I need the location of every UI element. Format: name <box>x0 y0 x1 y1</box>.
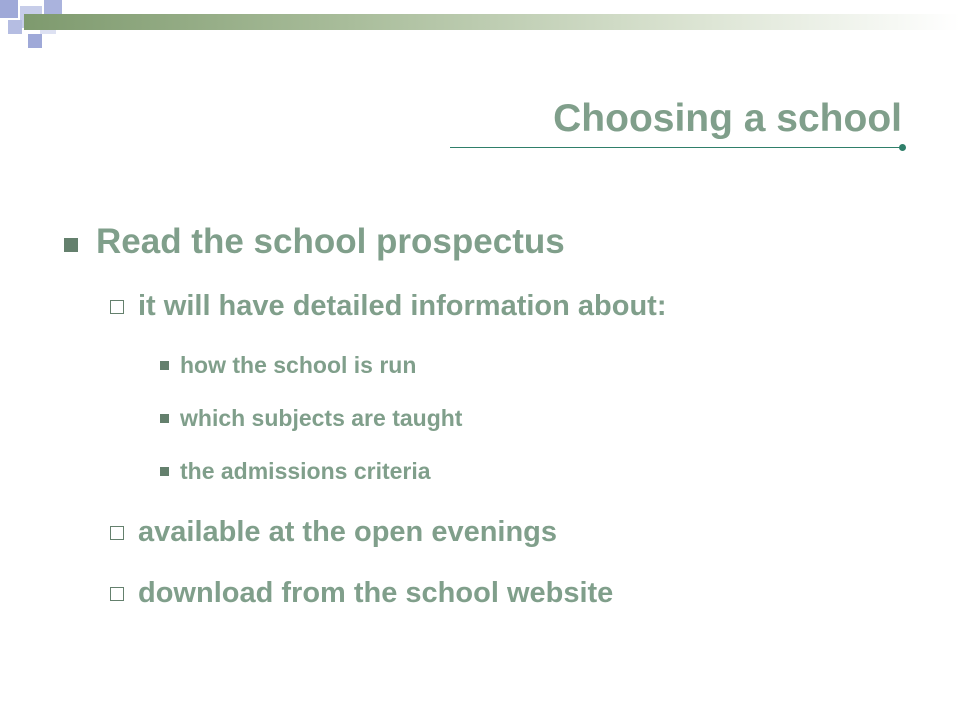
small-filled-square-icon <box>160 467 169 476</box>
title-underline <box>450 147 902 148</box>
small-filled-square-icon <box>160 414 169 423</box>
bullet-text: Read the school prospectus <box>96 222 565 261</box>
sub-bullet-item <box>138 577 613 610</box>
sub-sub-bullet-item <box>180 405 462 432</box>
sub-bullet-text: download from the school website <box>138 577 614 609</box>
hollow-square-icon <box>110 300 124 314</box>
sub-sub-bullet-text: how the school is run <box>180 352 417 378</box>
hollow-square-icon <box>110 526 124 540</box>
sub-sub-bullet-text: which subjects are taught <box>180 405 463 431</box>
sub-sub-bullet-item <box>180 458 431 485</box>
sub-sub-bullet-text: the admissions criteria <box>180 458 431 484</box>
sub-sub-bullet-item <box>180 352 416 379</box>
decor-square <box>8 20 22 34</box>
slide-title: Choosing a school <box>553 97 902 140</box>
sub-bullet-item <box>138 516 557 549</box>
sub-bullet-text: it will have detailed information about: <box>138 290 667 322</box>
decor-square <box>0 0 18 18</box>
hollow-square-icon <box>110 587 124 601</box>
top-banner <box>24 14 960 30</box>
sub-bullet-text: available at the open evenings <box>138 516 558 548</box>
small-filled-square-icon <box>160 361 169 370</box>
bullet-item <box>96 222 565 262</box>
filled-square-icon <box>64 238 78 252</box>
decor-square <box>28 34 42 48</box>
title-underline-dot <box>899 144 906 151</box>
decor-square <box>44 0 62 14</box>
sub-bullet-item <box>138 290 667 323</box>
